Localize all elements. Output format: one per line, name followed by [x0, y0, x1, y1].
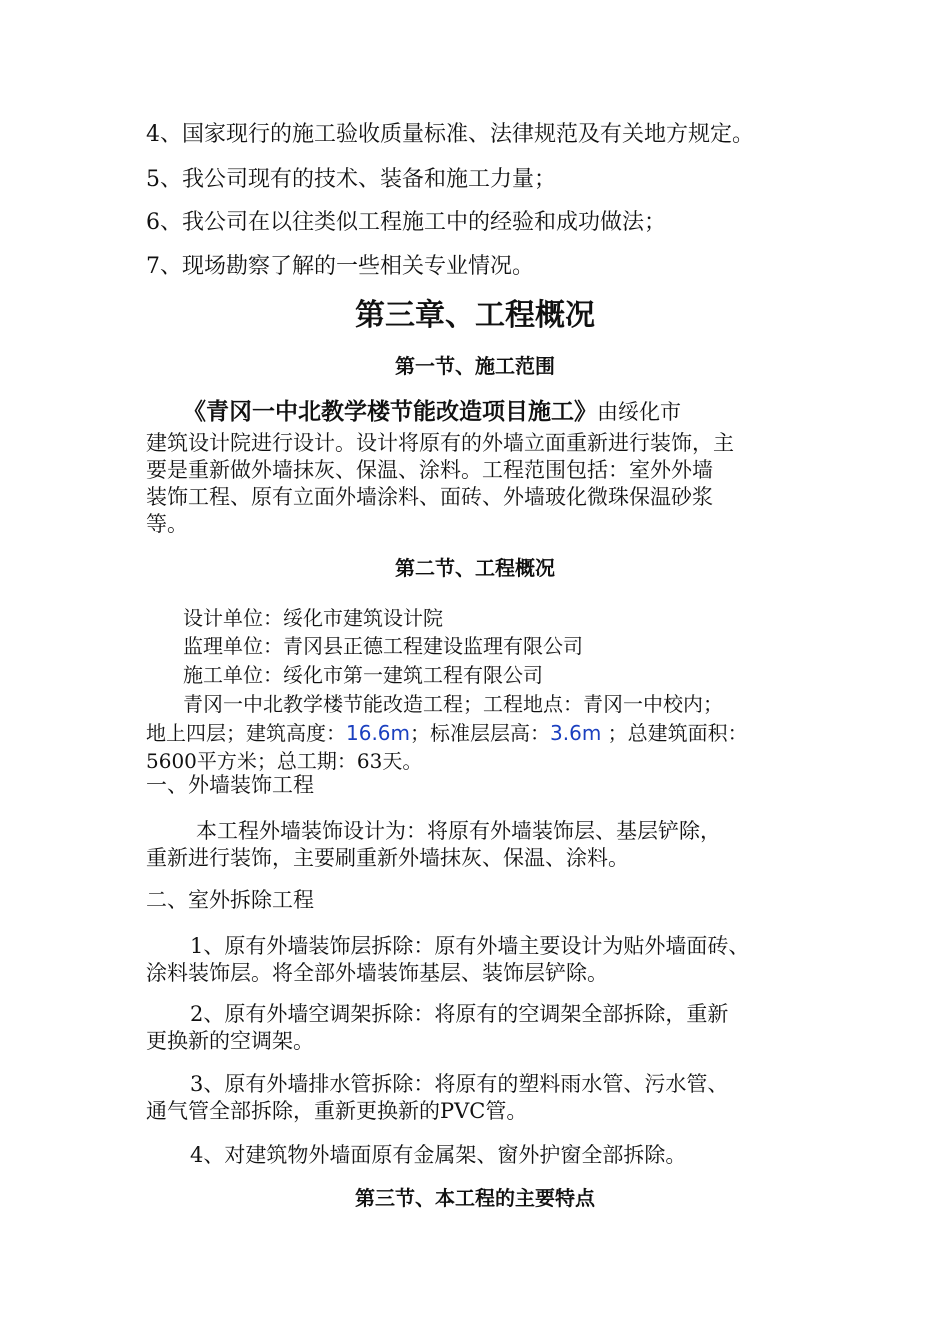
design-unit: 设计单位：绥化市建筑设计院	[183, 606, 443, 630]
part1-text-1: 重新进行装饰，主要刷重新外墙抹灰、保温、涂料。	[146, 846, 629, 870]
part1-title: 一、外墙装饰工程	[146, 773, 314, 797]
section1-text-3: 装饰工程、原有立面外墙涂料、面砖、外墙玻化微珠保温砂浆	[146, 485, 713, 509]
section1-text-1: 建筑设计院进行设计。设计将原有的外墙立面重新进行装饰，主	[146, 431, 734, 455]
list-item-6: 6、我公司在以往类似工程施工中的经验和成功做法；	[146, 210, 666, 235]
building-height: 16.6m	[346, 721, 411, 745]
list-item-5: 5、我公司现有的技术、装备和施工力量；	[146, 167, 556, 192]
part2-item2-line0: 2、原有外墙空调架拆除：将原有的空调架全部拆除，重新	[190, 1002, 729, 1026]
list-item-4: 4、国家现行的施工验收质量标准、法律规范及有关地方规定。	[146, 122, 754, 147]
floors-line	[146, 719, 748, 747]
project-line: 青冈一中北教学楼节能改造工程；工程地点：青冈一中校内；	[183, 692, 723, 716]
section1-first-line	[183, 398, 681, 426]
part2-item3-line1: 通气管全部拆除，重新更换新的PVC管。	[146, 1099, 528, 1123]
section1-text-4: 等。	[146, 512, 188, 536]
section3-title: 第三节、本工程的主要特点	[355, 1186, 595, 1210]
section1-title: 第一节、施工范围	[395, 354, 555, 378]
area-line: 5600平方米；总工期：63天。	[146, 749, 423, 773]
floor-height-label: ；标准层层高：	[410, 721, 551, 745]
floor-height: 3.6m	[550, 721, 602, 745]
list-item-7: 7、现场勘察了解的一些相关专业情况。	[146, 254, 534, 279]
chapter-title: 第三章、工程概况	[355, 298, 595, 333]
project-name: 《青冈一中北教学楼节能改造项目施工》	[183, 399, 597, 425]
supervision-unit: 监理单位：青冈县正德工程建设监理有限公司	[183, 634, 583, 658]
part2-item1-line1: 涂料装饰层。将全部外墙装饰基层、装饰层铲除。	[146, 961, 608, 985]
section2-title: 第二节、工程概况	[395, 556, 555, 580]
section1-text-2: 要是重新做外墙抹灰、保温、涂料。工程范围包括：室外外墙	[146, 458, 713, 482]
construction-unit: 施工单位：绥化市第一建筑工程有限公司	[183, 663, 543, 687]
section1-text-0: 由绥化市	[597, 400, 681, 424]
part1-text-0: 本工程外墙装饰设计为：将原有外墙装饰层、基层铲除，	[196, 819, 721, 843]
part2-item4: 4、对建筑物外墙面原有金属架、窗外护窗全部拆除。	[190, 1143, 687, 1167]
part2-item3-line0: 3、原有外墙排水管拆除：将原有的塑料雨水管、污水管、	[190, 1072, 729, 1096]
area-label: ；总建筑面积：	[601, 721, 748, 745]
part2-title: 二、室外拆除工程	[146, 888, 314, 912]
floors-prefix: 地上四层；建筑高度：	[146, 721, 346, 745]
part2-item2-line1: 更换新的空调架。	[146, 1029, 314, 1053]
part2-item1-line0: 1、原有外墙装饰层拆除：原有外墙主要设计为贴外墙面砖、	[190, 934, 750, 958]
